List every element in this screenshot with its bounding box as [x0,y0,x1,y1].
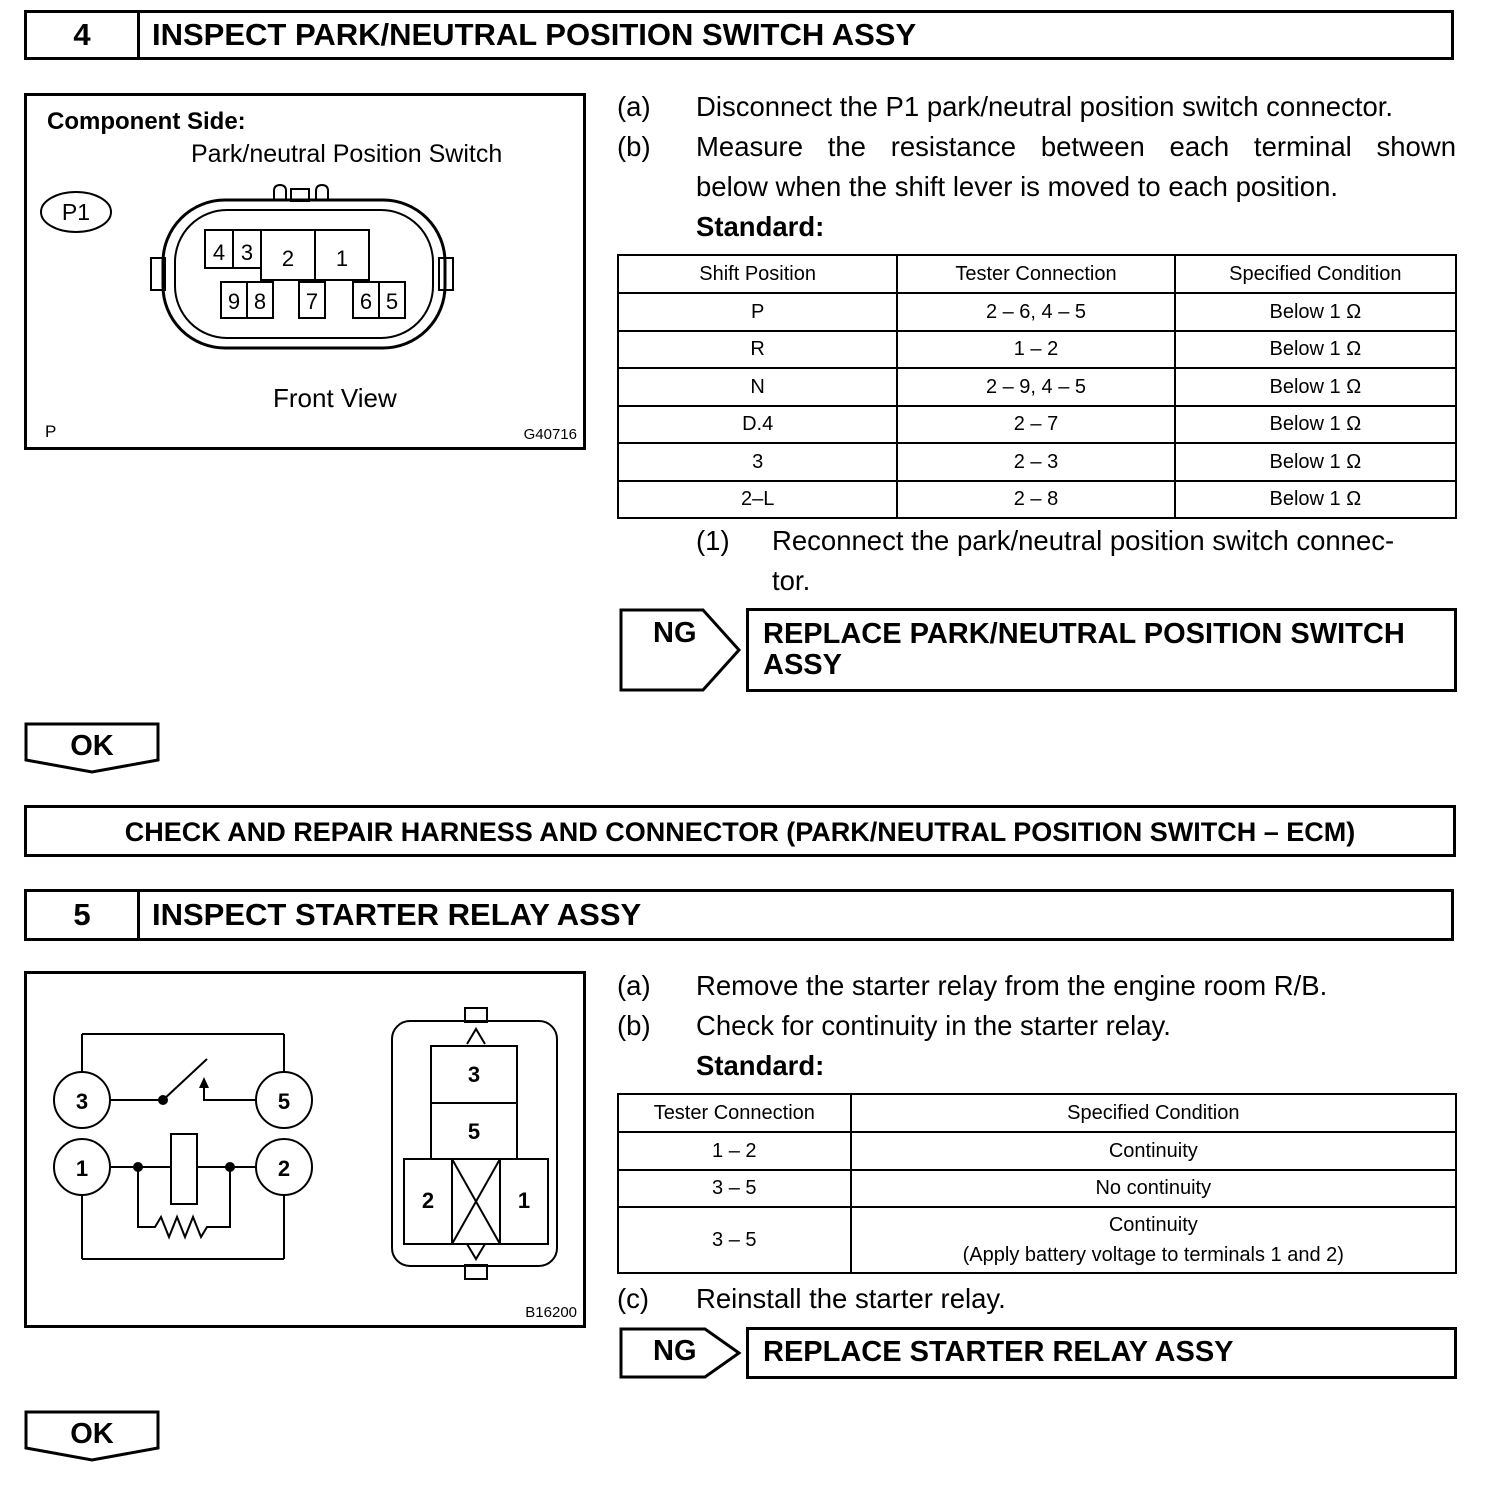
step-4-ok-label: OK [70,730,114,762]
pin-3: 3 [240,240,254,265]
relay-figure [24,971,586,1328]
step-4b-marker: (b) [617,131,651,162]
front-view-label: Front View [273,383,397,413]
relay-figure-code: B16200 [525,1304,577,1321]
step-5-ng-action: REPLACE STARTER RELAY ASSY [763,1336,1234,1368]
step-5-ok-button[interactable] [24,1410,160,1460]
table-header: Shift Position [618,255,897,293]
connector-figure [24,93,586,450]
table-header: Tester Connection [897,255,1174,293]
step-4-sub1-text-2: tor. [772,565,811,596]
table-cell: 2–L [618,481,897,519]
table-cell: 2 – 3 [897,443,1174,481]
relay-pin-1: 1 [517,1188,531,1213]
step-5-standard-label: Standard: [696,1050,825,1081]
table-cell: Continuity [851,1132,1456,1170]
switch-label: Park/neutral Position Switch [191,140,503,168]
step-4b-text-2: below when the shift lever is moved to each position. [696,171,1339,202]
step-5-number: 5 [27,892,140,938]
check-repair-bar [24,805,1456,857]
pin-8: 8 [253,289,267,314]
table-row [618,1170,1456,1208]
table-header: Specified Condition [851,1094,1456,1132]
table-header: Specified Condition [1175,255,1456,293]
step-5b-marker: (b) [617,1010,651,1041]
step-4-sub1-marker: (1) [696,525,730,556]
table-row [618,1207,1456,1273]
table-header: Tester Connection [618,1094,851,1132]
table-cell: 3 – 5 [618,1207,851,1273]
table-cell: 3 – 5 [618,1170,851,1208]
connector-id: P1 [61,199,91,225]
terminal-3: 3 [75,1089,89,1114]
table-cell: P [618,293,897,331]
step-4-ng-label: NG [653,617,697,649]
step-4-sub1-text-1: Reconnect the park/neutral position switch connec- [772,525,1395,556]
step-5b-text: Check for continuity in the starter relay. [696,1010,1171,1041]
step-5c-marker: (c) [617,1283,650,1314]
table-cell: Below 1 Ω [1175,406,1456,444]
table-cell [851,1207,1456,1273]
table-cell: D.4 [618,406,897,444]
step-4-ok-button[interactable] [24,722,160,772]
step-5a-marker: (a) [617,970,651,1001]
table-cell: N [618,368,897,406]
step-5-ok-label: OK [70,1418,114,1450]
relay-pin-5: 5 [467,1119,481,1144]
pin-1: 1 [335,246,349,271]
table-cell: 2 – 7 [897,406,1174,444]
step-5c-text: Reinstall the starter relay. [696,1283,1006,1314]
terminal-1: 1 [75,1156,89,1181]
pin-5: 5 [385,289,399,314]
step-5-header [24,889,1454,941]
table-cell: Below 1 Ω [1175,331,1456,369]
table-row [618,368,1456,406]
table-cell: 2 – 9, 4 – 5 [897,368,1174,406]
table-cell: No continuity [851,1170,1456,1208]
table-row [618,481,1456,519]
table-header-row [618,255,1456,293]
table-cell: 3 [618,443,897,481]
step-5-ng-label: NG [653,1335,697,1367]
step-4b-text-1: Measure the resistance between each terminal shown [696,131,1456,162]
shift-position-table [617,254,1457,519]
relay-pin-2: 2 [421,1188,435,1213]
table-row [618,331,1456,369]
step-4-title: INSPECT PARK/NEUTRAL POSITION SWITCH ASSY [152,17,917,52]
table-row [618,406,1456,444]
table-cell-line: Continuity [1108,1214,1198,1236]
step-4-number: 4 [27,13,140,57]
table-cell: 1 – 2 [897,331,1174,369]
step-4-ng-result-box [746,608,1457,692]
table-cell: Below 1 Ω [1175,293,1456,331]
step-4-ng-action-1: REPLACE PARK/NEUTRAL POSITION SWITCH [763,618,1405,650]
pin-2: 2 [281,246,295,271]
component-side-label: Component Side: [47,108,246,135]
pin-4: 4 [212,240,226,265]
table-cell: 1 – 2 [618,1132,851,1170]
table-row [618,443,1456,481]
table-row [618,1132,1456,1170]
table-cell-note: (Apply battery voltage to terminals 1 and 2) [962,1244,1344,1266]
pin-9: 9 [227,289,241,314]
relay-diagram [27,974,583,1325]
step-4-ng-action-2: ASSY [763,649,842,681]
step-5-title: INSPECT STARTER RELAY ASSY [152,897,642,932]
step-5a-text: Remove the starter relay from the engine room R/B. [696,970,1328,1001]
step-4a-marker: (a) [617,91,651,122]
terminal-5: 5 [277,1089,291,1114]
table-cell: R [618,331,897,369]
relay-continuity-table [617,1093,1457,1274]
figure-corner-mark: P [45,422,57,441]
terminal-2: 2 [277,1156,291,1181]
pin-6: 6 [359,289,373,314]
relay-pin-3: 3 [467,1062,481,1087]
table-cell: Below 1 Ω [1175,368,1456,406]
figure-code: G40716 [523,426,577,443]
table-header-row [618,1094,1456,1132]
table-cell: Below 1 Ω [1175,443,1456,481]
table-cell: 2 – 6, 4 – 5 [897,293,1174,331]
check-repair-text: CHECK AND REPAIR HARNESS AND CONNECTOR (PARK/NEUTRAL POSITION SWITCH – ECM) [124,817,1356,847]
table-cell: 2 – 8 [897,481,1174,519]
step-4a-text: Disconnect the P1 park/neutral position switch connector. [696,91,1394,122]
step-5-ng-result-box [746,1327,1457,1379]
pin-7: 7 [305,289,319,314]
step-4-standard-label: Standard: [696,211,825,242]
table-row [618,293,1456,331]
step-4-header [24,10,1454,60]
table-cell: Below 1 Ω [1175,481,1456,519]
